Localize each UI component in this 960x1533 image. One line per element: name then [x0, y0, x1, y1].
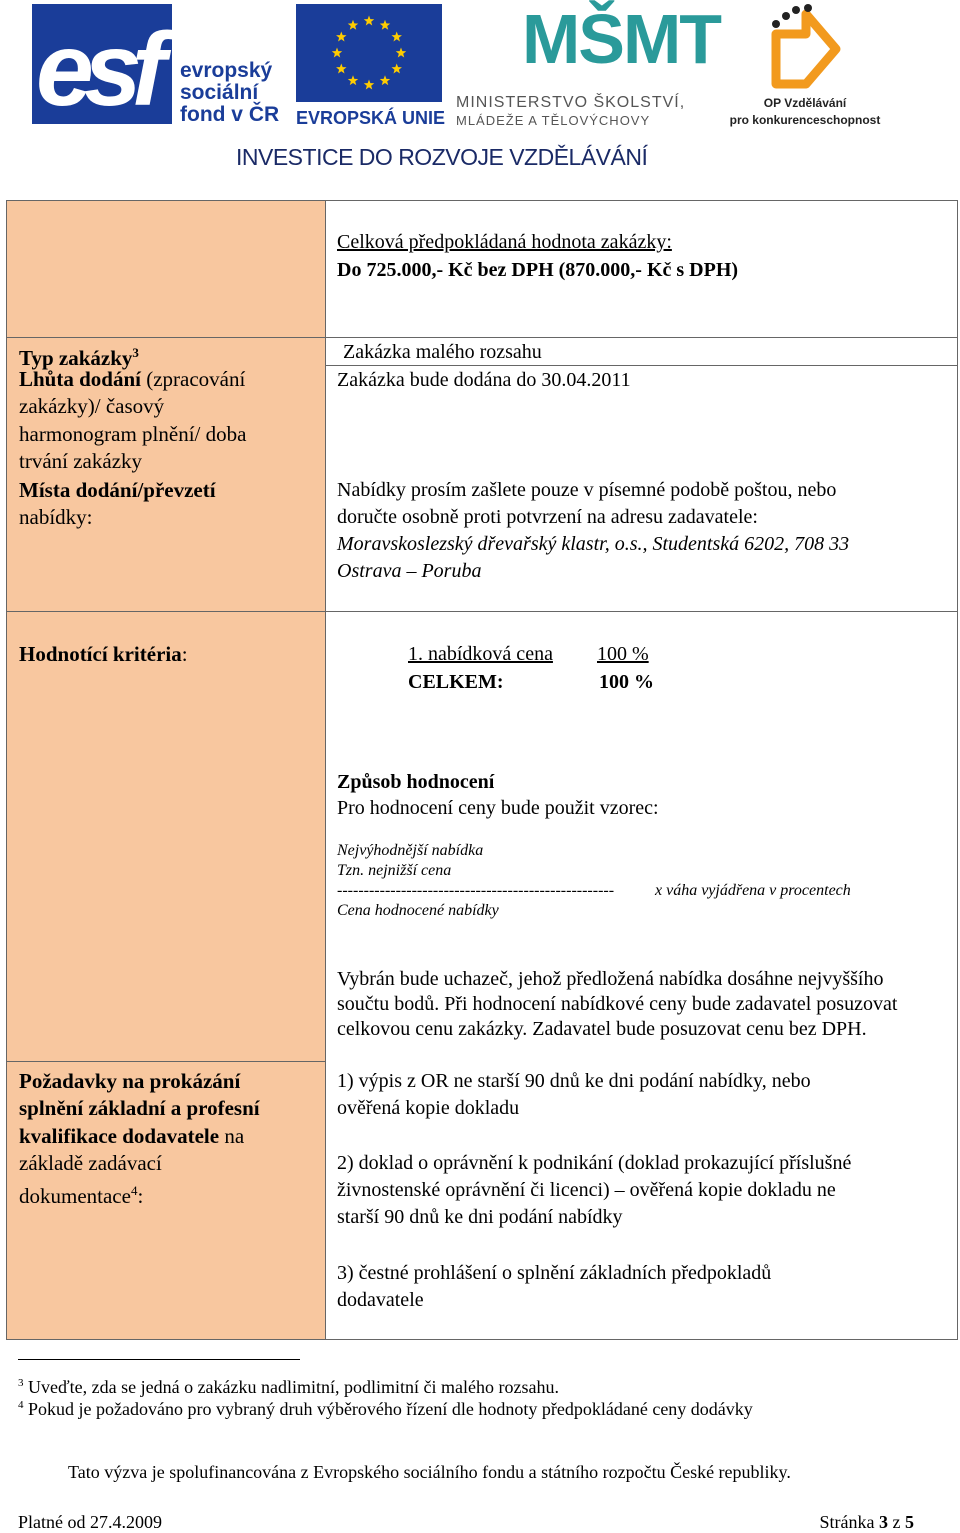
deadline-value: Zakázka bude dodána do 30.04.2011	[337, 369, 631, 391]
footnote-4: $^4$ Pokud je požadováno pro vybraný druh výběrového řízení dle hodnoty předpokládané ceny dodávky	[18, 1399, 753, 1419]
eu-logo	[296, 4, 446, 128]
valid-from: Platné od 27.4.2009	[18, 1512, 162, 1532]
deadline-label: Lhůta dodání (zpracování zakázky)/ časový harmonogram plnění/ doba trvání zakázky	[19, 367, 247, 473]
eu-flag-icon	[296, 4, 442, 102]
cofinance-note: Tato výzva je spolufinancována z Evropského sociálního fondu a státního rozpočtu České republiky.	[68, 1462, 791, 1482]
page-number: Stránka 3 z 5	[819, 1512, 914, 1532]
method-title: Způsob hodnocení	[337, 771, 495, 793]
method-text: Pro hodnocení ceny bude použit vzorec:	[337, 797, 659, 819]
msmt-logo-line2: MLÁDEŽE A TĚLOVÝCHOVY	[456, 113, 651, 128]
value-label: Celková předpokládaná hodnota zakázky:	[337, 231, 672, 253]
formula-line2: Tzn. nejnižší cena	[337, 862, 452, 879]
msmt-logo-mark: MŠMT	[522, 0, 721, 78]
row-divider	[7, 1061, 325, 1062]
eu-logo-label: EVROPSKÁ UNIE	[296, 108, 446, 128]
esf-logo	[32, 4, 288, 124]
criteria-total-label: CELKEM:	[408, 671, 504, 693]
criteria-summary: Vybrán bude uchazeč, jehož předložená nabídka dosáhne nejvyššího součtu bodů. Při hodnocení nabídkové ceny bude zadavatel posuzovat celkovou cenu zakázky. Zadavatel bude posuzovat cenu bez DPH.	[337, 968, 898, 1040]
row-divider	[7, 337, 957, 338]
qualification-label: Požadavky na prokázání splnění základní a profesní kvalifikace dodavatele na základě zadávací dokumentace$^4$:	[19, 1069, 260, 1209]
criteria-label: Hodnotící kritéria:	[19, 642, 188, 666]
opvk-logo-line2: pro konkurenceschopnost	[729, 113, 881, 127]
criteria-total-percent: 100 %	[599, 671, 654, 693]
type-value: Zakázka malého rozsahu	[343, 341, 542, 363]
qualification-req1: 1) výpis z OR ne starší 90 dnů ke dni podání nabídky, nebo ověřená kopie dokladu	[337, 1070, 811, 1119]
criteria-item: 1. nabídková cena	[408, 643, 553, 665]
value-amount: Do 725.000,- Kč bez DPH (870.000,- Kč s DPH)	[337, 259, 739, 281]
header-logos	[0, 0, 960, 180]
qualification-req3: 3) čestné prohlášení o splnění základních předpokladů dodavatele	[337, 1262, 772, 1311]
tagline: INVESTICE DO ROZVOJE VZDĚLÁVÁNÍ	[236, 144, 648, 170]
type-label: Typ zakázky$^3$	[19, 345, 139, 370]
place-label: Místa dodání/převzetí nabídky:	[19, 478, 216, 530]
opvk-logo	[720, 4, 890, 128]
esf-logo-text: evropský sociální fond v ČR	[180, 59, 280, 126]
msmt-logo-line1: MINISTERSTVO ŠKOLSTVÍ,	[456, 94, 686, 111]
formula-dashes: ----------------------------------------------------	[337, 882, 615, 899]
opvk-logo-mark-icon	[756, 4, 856, 94]
opvk-logo-line1: OP Vzdělávání	[763, 96, 847, 110]
esf-logo-mark: esf	[32, 4, 172, 124]
footnote-3: $^3$ Uveďte, zda se jedná o zakázku nadlimitní, podlimitní či malého rozsahu.	[18, 1377, 559, 1397]
msmt-logo	[456, 0, 721, 128]
place-text: Nabídky prosím zašlete pouze v písemné podobě poštou, nebo doručte osobně proti potvrzení na adresu zadavatele: Moravskoslezský dřevařský klastr, o.s., Studentská 6202, 708 33 Ostrava – Poruba	[337, 479, 850, 582]
row-divider	[7, 611, 957, 612]
formula-weight: x váha vyjádřena v procentech	[655, 882, 851, 899]
formula-line3: Cena hodnocené nabídky	[337, 902, 499, 919]
footnote-separator	[18, 1359, 300, 1360]
formula-line1: Nejvýhodnější nabídka	[337, 842, 484, 859]
qualification-req2: 2) doklad o oprávnění k podnikání (doklad prokazující příslušné živnostenské oprávnění či licenci) – ověřená kopie dokladu ne starší 90 dnů ke dni podání nabídky	[337, 1152, 852, 1228]
criteria-item-percent: 100 %	[597, 643, 649, 665]
tender-table	[6, 200, 958, 1340]
